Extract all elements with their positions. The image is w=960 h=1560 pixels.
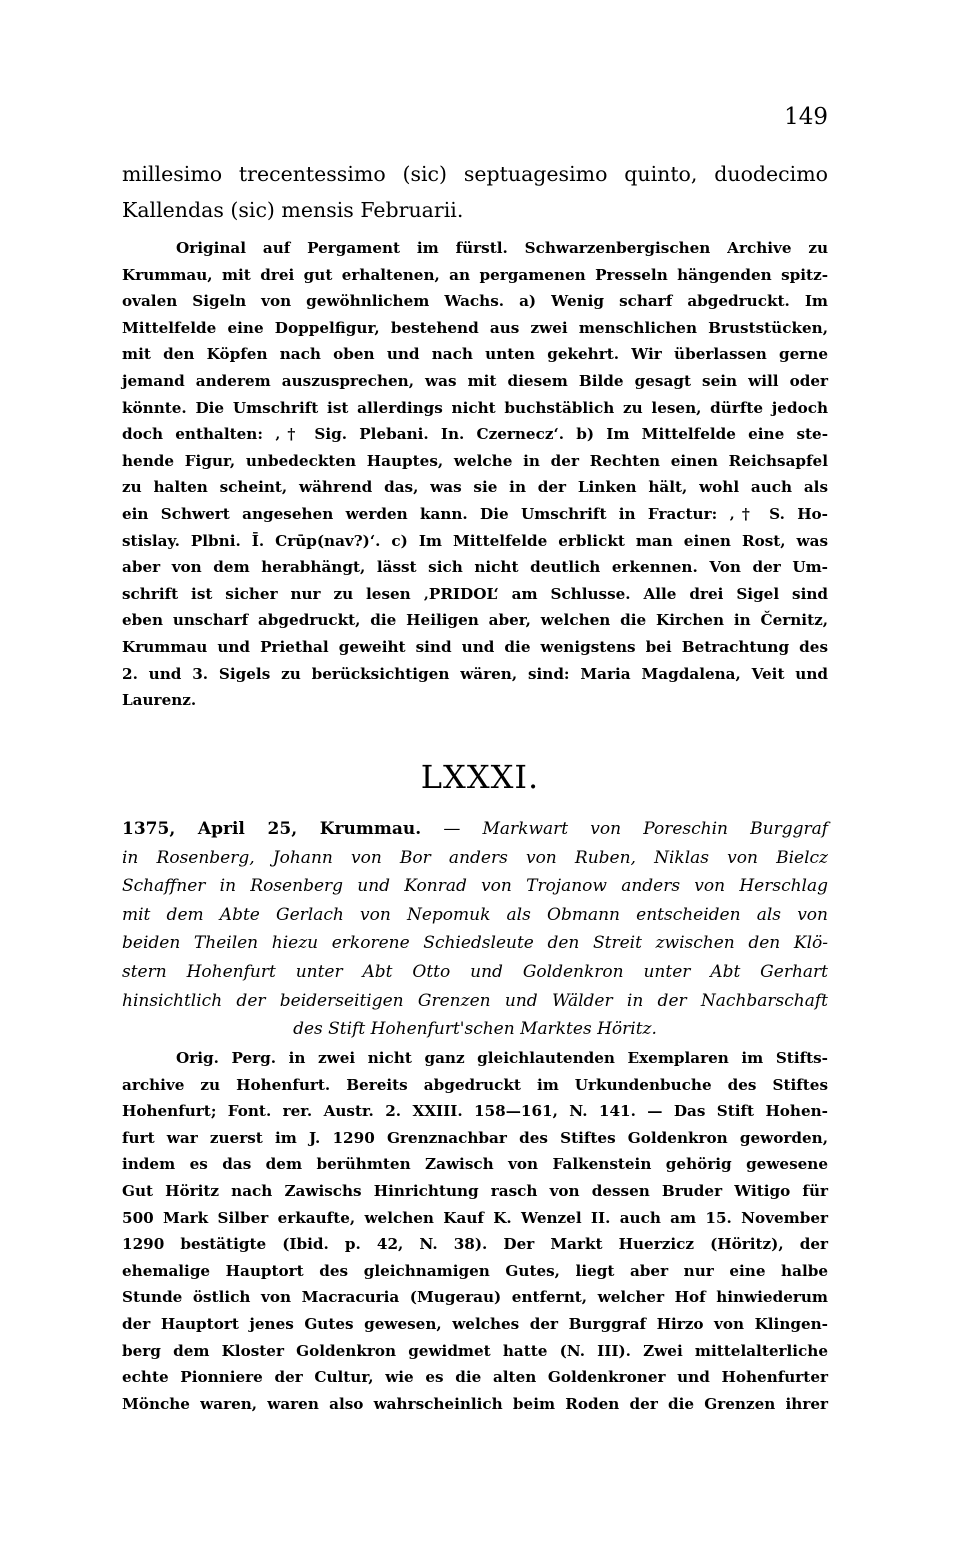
note-line: echte Pionniere der Cultur, wie es die alten Goldenkroner und Hohenfurter [122,1368,828,1387]
regest-line: stern Hohenfurt unter Abt Otto und Goldenkron unter Abt Gerhart [122,961,828,982]
regest-line: beiden Theilen hiezu erkorene Schiedsleute den Streit zwischen den Klö- [122,933,828,954]
note-line: Gut Höritz nach Zawischs Hinrichtung rasch von dessen Bruder Witigo für [122,1181,828,1200]
note-line: indem es das dem berühmten Zawisch von Falkenstein gehörig gewesene [122,1155,828,1174]
note-line: Krummau und Priethal geweiht sind und die wenigstens bei Betrachtung des [122,637,828,656]
note-line: Mönche waren, waren also wahrscheinlich beim Roden der die Grenzen ihrer [122,1394,828,1413]
archival-note [122,235,828,714]
note-line: Hohenfurt; Font. rer. Austr. 2. XXIII. 158—161, N. 141. — Das Stift Hohen- [122,1102,828,1121]
regest-line: Schaffner in Rosenberg und Konrad von Trojanow anders von Herschlag [122,876,828,897]
note-line: Orig. Perg. in zwei nicht ganz gleichlautenden Exemplaren im Stifts- [176,1049,828,1067]
regest-line: hinsichtlich der beiderseitigen Grenzen und Wälder in der Nachbarschaft [122,990,828,1011]
note-line: berg dem Kloster Goldenkron gewidmet hatte (N. III). Zwei mittelalterliche [122,1341,828,1360]
regest [122,815,828,1044]
note-line: 500 Mark Silber erkaufte, welchen Kauf K. Wenzel II. auch am 15. November [122,1208,828,1227]
note-line: zu halten scheint, während das, was sie in der Linken hält, wohl auch als [122,478,828,497]
page-number: 149 [784,104,828,130]
note-line: furt war zuerst im J. 1290 Grenznachbar des Stiftes Goldenkron geworden, [122,1128,828,1147]
note-line: Stunde östlich von Macracuria (Mugerau) entfernt, welcher Hof hinwiederum [122,1288,828,1307]
note-line: jemand anderem auszusprechen, was mit diesem Bilde gesagt sein will oder [122,371,828,390]
opening-text [122,156,828,228]
note-line: Original auf Pergament im fürstl. Schwarzenbergischen Archive zu [176,239,828,257]
regest-line: des Stift Hohenfurt'schen Marktes Höritz. [293,1019,657,1040]
document-number-heading: LXXXI. [420,758,540,796]
note-line: ovalen Sigeln von gewöhnlichem Wachs. a) Wenig scharf abgedruckt. Im [122,292,828,311]
regest-line: in Rosenberg, Johann von Bor anders von Ruben, Niklas von Bielcz [122,847,828,868]
note-line: doch enthalten: ‚† Sig. Plebani. In. Czernecz‘. b) Im Mittelfelde eine ste- [122,425,828,444]
regest-line [122,815,828,844]
note-line: 1290 bestätigte (Ibid. p. 42, N. 38). Der Markt Huerzicz (Höritz), der [122,1235,828,1254]
note-line: Laurenz. [122,691,197,710]
note-line: ein Schwert angesehen werden kann. Die Umschrift in Fractur: ‚† S. Ho- [122,504,828,523]
text-line: Kallendas (sic) mensis Februarii. [122,198,464,222]
note-line: der Hauptort jenes Gutes gewesen, welches der Burggraf Hirzo von Klingen- [122,1314,828,1333]
note-line: aber von dem herabhängt, lässt sich nicht deutlich erkennen. Von der Um- [122,558,828,577]
regest-text: — Markwart von Poreschin Burggraf [443,819,829,839]
note-line: stislay. Plbni. Ī. Crūp(nav?)‘. c) Im Mittelfelde erblickt man einen Rost, was [122,531,828,550]
note-line: ehemalige Hauptort des gleichnamigen Gutes, liegt aber nur eine halbe [122,1261,828,1280]
note-line: hende Figur, unbedeckten Hauptes, welche in der Rechten einen Reichsapfel [122,451,828,470]
note-line: eben unscharf abgedruckt, die Heiligen aber, welchen die Kirchen in Černitz, [122,611,828,630]
note-line: 2. und 3. Sigels zu berücksichtigen wären, sind: Maria Magdalena, Veit und [122,664,828,683]
note-line: könnte. Die Umschrift ist allerdings nicht buchstäblich zu lesen, dürfte jedoch [122,398,828,417]
text-line: millesimo trecentessimo (sic) septuagesimo quinto, duodecimo [122,162,828,186]
note-line: schrift ist sicher nur zu lesen ‚PRIDOL‘ am Schlusse. Alle drei Sigel sind [122,584,828,603]
source-note [122,1045,828,1417]
regest-line: mit dem Abte Gerlach von Nepomuk als Obmann entscheiden als von [122,904,828,925]
note-line: Mittelfelde eine Doppelfigur, bestehend aus zwei menschlichen Bruststücken, [122,318,828,337]
note-line: Krummau, mit drei gut erhaltenen, an pergamenen Presseln hängenden spitz- [122,265,828,284]
note-line: archive zu Hohenfurt. Bereits abgedruckt im Urkundenbuche des Stiftes [122,1075,828,1094]
note-line: mit den Köpfen nach oben und nach unten gekehrt. Wir überlassen gerne [122,345,828,364]
regest-date: 1375, April 25, Krummau. [122,819,422,839]
